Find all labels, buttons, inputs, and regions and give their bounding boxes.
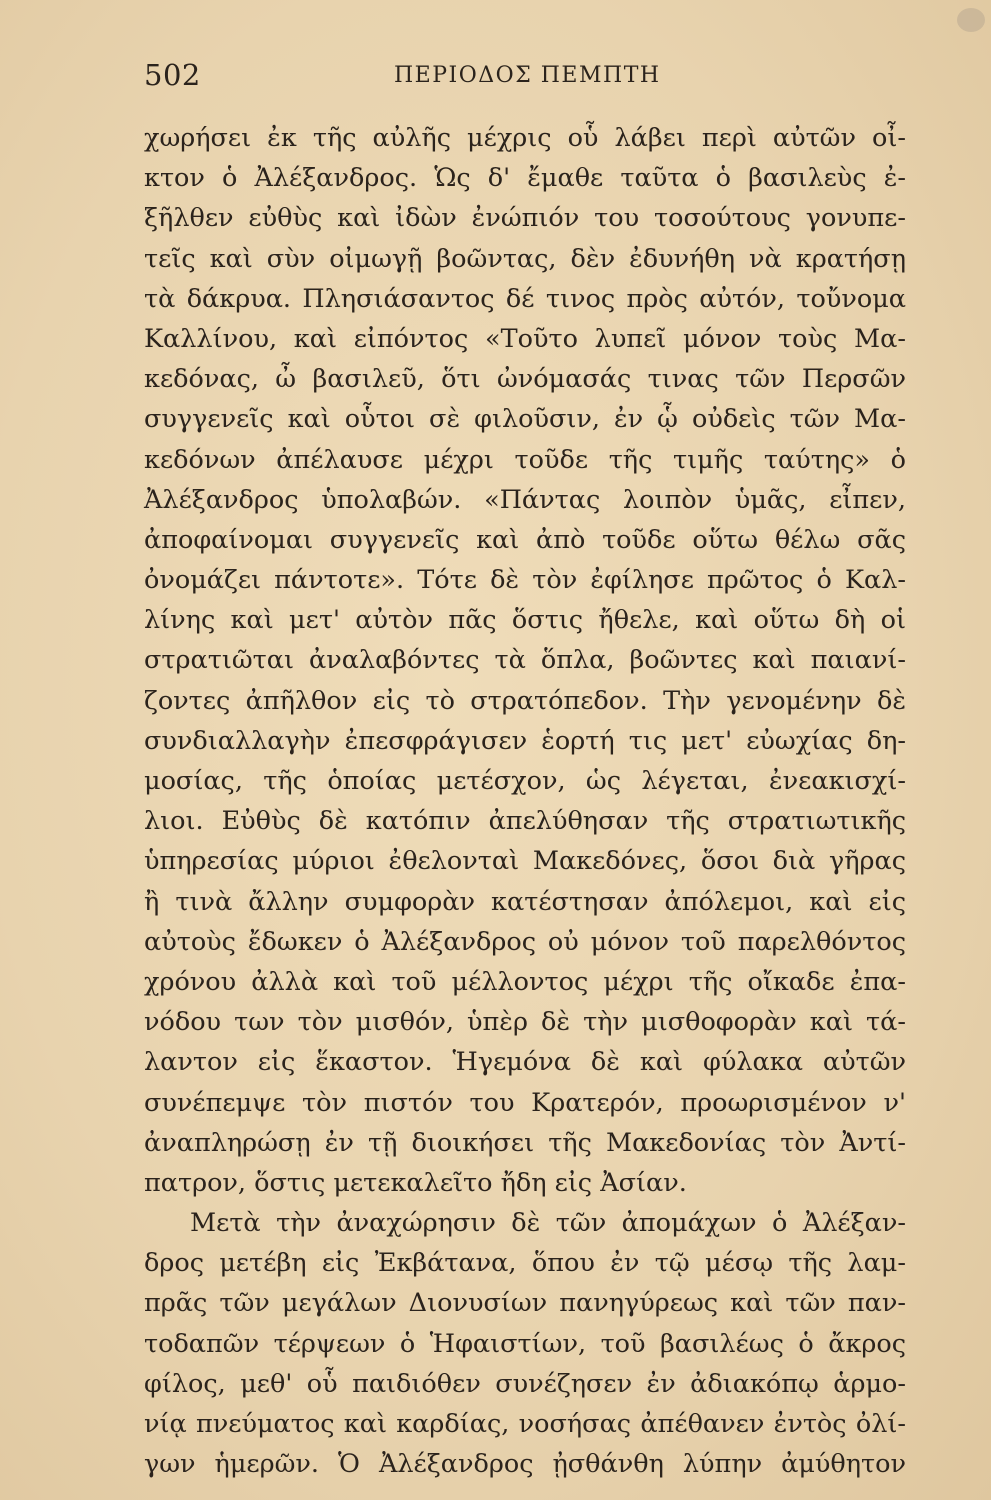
body-text (144, 118, 906, 1484)
paragraph-start-line: Μετὰ τὴν ἀναχώρησιν δὲ τῶν ἀπομάχων ὁ Ἀλέξαν- (190, 1208, 906, 1239)
text-line: τὰ δάκρυα. Πλησιάσαντος δέ τινος πρὸς αὐτόν, τοὔνομα (144, 283, 906, 314)
text-line: ὀνομάζει πάντοτε». Τότε δὲ τὸν ἐφίλησε πρῶτος ὁ Καλ- (144, 565, 906, 596)
paragraph-end-line: πατρον, ὅστις μετεκαλεῖτο ἤδη εἰς Ἀσίαν. (144, 1167, 687, 1198)
text-line: πρᾶς τῶν μεγάλων Διονυσίων πανηγύρεως καὶ τῶν παν- (144, 1288, 906, 1319)
text-line: μοσίας, τῆς ὁποίας μετέσχον, ὡς λέγεται, ἐνεακισχί- (144, 766, 906, 796)
text-line: ξῆλθεν εὐθὺς καὶ ἰδὼν ἐνώπιόν του τοσούτους γονυπε- (144, 203, 906, 234)
text-line: κτον ὁ Ἀλέξανδρος. Ὡς δ' ἔμαθε ταῦτα ὁ βασιλεὺς ἐ- (144, 163, 906, 194)
text-line: νόδου των τὸν μισθόν, ὑπὲρ δὲ τὴν μισθοφορὰν καὶ τά- (144, 1007, 906, 1038)
text-line: συνδιαλλαγὴν ἐπεσφράγισεν ἑορτή τις μετ' εὐωχίας δη- (144, 725, 906, 756)
text-line: ἀναπληρώσῃ ἐν τῇ διοικήσει τῆς Μακεδονίας τὸν Ἀντί- (144, 1127, 906, 1158)
text-line: ἢ τινὰ ἄλλην συμφορὰν κατέστησαν ἀπόλεμοι, καὶ εἰς (144, 886, 906, 917)
text-line: χρόνου ἀλλὰ καὶ τοῦ μέλλοντος μέχρι τῆς οἴκαδε ἐπα- (144, 966, 906, 997)
text-line: λίνης καὶ μετ' αὐτὸν πᾶς ὅστις ἤθελε, καὶ οὕτω δὴ οἱ (144, 605, 906, 636)
text-line: λαντον εἰς ἕκαστον. Ἡγεμόνα δὲ καὶ φύλακα αὐτῶν (144, 1047, 906, 1078)
text-line: αὐτοὺς ἔδωκεν ὁ Ἀλέξανδρος οὐ μόνον τοῦ παρελθόντος (144, 926, 906, 957)
text-line: ἀποφαίνομαι συγγενεῖς καὶ ἀπὸ τοῦδε οὕτω θέλω σᾶς (144, 524, 906, 555)
text-line: κεδόνων ἀπέλαυσε μέχρι τοῦδε τῆς τιμῆς ταύτης» ὁ (144, 444, 906, 475)
text-line: στρατιῶται ἀναλαβόντες τὰ ὅπλα, βοῶντες καὶ παιανί- (144, 645, 906, 676)
text-line: συνέπεμψε τὸν πιστόν του Κρατερόν, προωρισμένον ν' (144, 1087, 906, 1118)
text-line: κεδόνας, ὦ βασιλεῦ, ὅτι ὠνόμασάς τινας τῶν Περσῶν (144, 364, 906, 395)
text-line: ζοντες ἀπῆλθον εἰς τὸ στρατόπεδον. Τὴν γενομένην δὲ (144, 685, 906, 716)
text-line: Καλλίνου, καὶ εἰπόντος «Τοῦτο λυπεῖ μόνον τοὺς Μα- (144, 323, 906, 354)
text-line: νίᾳ πνεύματος καὶ καρδίας, νοσήσας ἀπέθανεν ἐντὸς ὀλί- (144, 1409, 906, 1439)
text-line: Ἀλέξανδρος ὑπολαβών. «Πάντας λοιπὸν ὑμᾶς, εἶπεν, (144, 484, 906, 515)
text-line: τεῖς καὶ σὺν οἰμωγῇ βοῶντας, δὲν ἐδυνήθη νὰ κρατήσῃ (144, 243, 906, 274)
text-line: φίλος, μεθ' οὗ παιδιόθεν συνέζησεν ἐν ἀδιακόπῳ ἁρμο- (144, 1368, 906, 1399)
paper-stain (957, 8, 985, 32)
page-header (144, 58, 904, 98)
running-head: ΠΕΡΙΟΔΟΣ ΠΕΜΠΤΗ (394, 63, 661, 88)
text-line: ὑπηρεσίας μύριοι ἐθελονταὶ Μακεδόνες, ὅσοι διὰ γῆρας (144, 846, 906, 877)
text-line: τοδαπῶν τέρψεων ὁ Ἡφαιστίων, τοῦ βασιλέως ὁ ἄκρος (144, 1328, 906, 1359)
text-line: δρος μετέβη εἰς Ἐκβάτανα, ὅπου ἐν τῷ μέσῳ τῆς λαμ- (144, 1248, 906, 1279)
text-line: χωρήσει ἐκ τῆς αὐλῆς μέχρις οὗ λάβει περὶ αὐτῶν οἶ- (144, 123, 906, 153)
text-line: συγγενεῖς καὶ οὗτοι σὲ φιλοῦσιν, ἐν ᾧ οὐδεὶς τῶν Μα- (144, 404, 906, 435)
text-line: λιοι. Εὐθὺς δὲ κατόπιν ἀπελύθησαν τῆς στρατιωτικῆς (144, 806, 906, 837)
page-number: 502 (144, 58, 201, 92)
text-line: γων ἡμερῶν. Ὁ Ἀλέξανδρος ᾐσθάνθη λύπην ἀμύθητον (144, 1449, 906, 1480)
